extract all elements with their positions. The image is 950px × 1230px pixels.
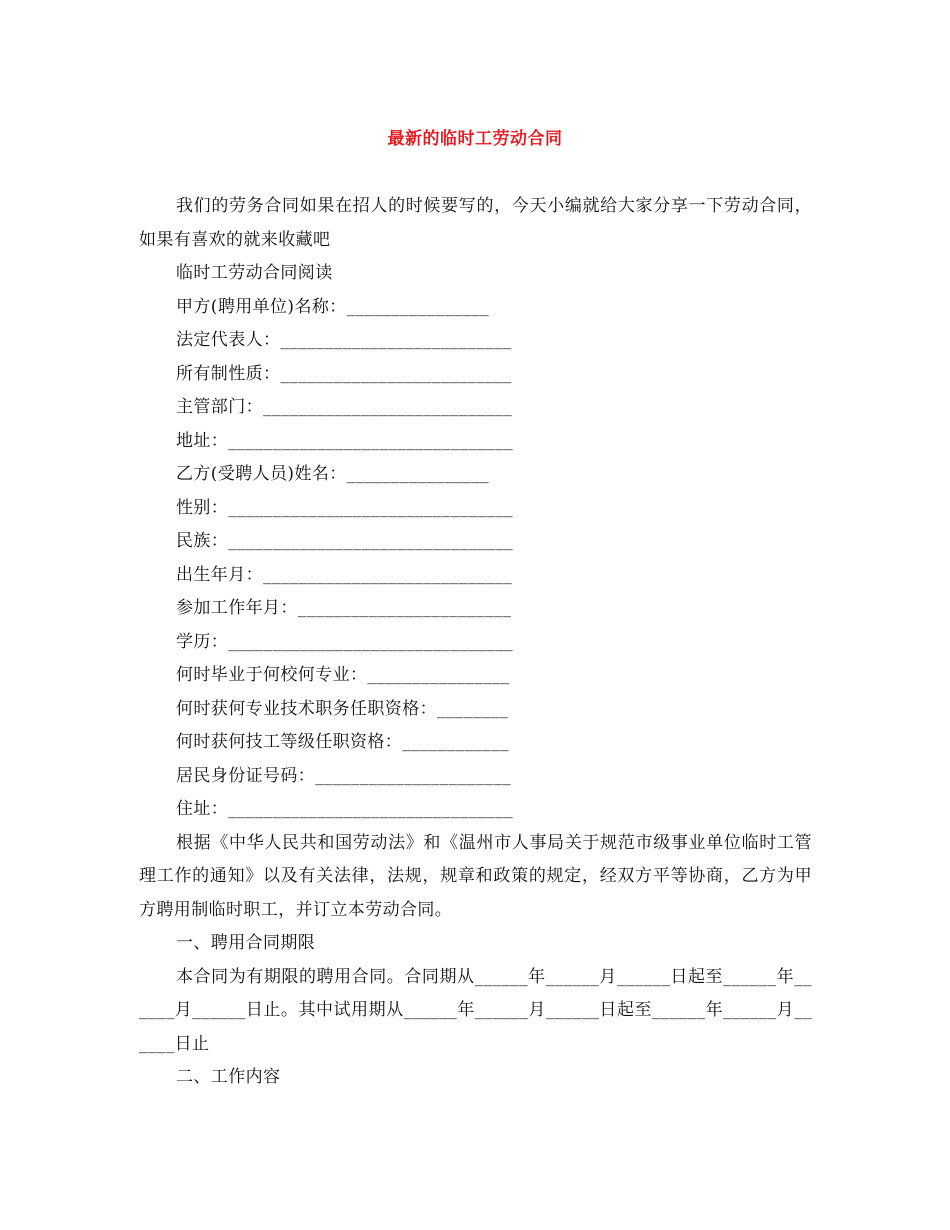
section-2-heading: 二、工作内容 xyxy=(176,1067,281,1087)
party-a-address-field: 地址：________________________________ xyxy=(176,430,513,451)
id-number-field: 居民身份证号码：______________________ xyxy=(176,765,511,786)
birth-field: 出生年月：____________________________ xyxy=(176,564,513,585)
gender-field: 性别：________________________________ xyxy=(176,497,513,518)
section-1-paragraph: 本合同为有期限的聘用合同。合同期从______年______月______日起至______年______月______日止。其中试用期从______年______月______日起至______年______月______日止 xyxy=(139,966,812,1054)
ownership-field: 所有制性质：__________________________ xyxy=(176,363,512,384)
education-field: 学历：________________________________ xyxy=(176,631,513,652)
intro-paragraph: 我们的劳务合同如果在招人的时候要写的，今天小编就给大家分享一下劳动合同，如果有喜欢的就来收藏吧 xyxy=(139,196,812,250)
party-a-name-field: 甲方(聘用单位)名称：________________ xyxy=(176,296,490,317)
contract-subtitle: 临时工劳动合同阅读 xyxy=(176,263,333,283)
title-qualification-field: 何时获何专业技术职务任职资格：________ xyxy=(176,698,509,719)
skill-qualification-field: 何时获何技工等级任职资格：____________ xyxy=(176,732,509,752)
document-body xyxy=(139,190,812,1095)
party-b-name-field: 乙方(受聘人员)姓名：________________ xyxy=(176,464,490,484)
document-title: 最新的临时工劳动合同 xyxy=(387,129,563,149)
residence-field: 住址：________________________________ xyxy=(176,799,513,819)
department-field: 主管部门：____________________________ xyxy=(176,397,513,417)
ethnicity-field: 民族：________________________________ xyxy=(176,531,513,551)
legal-rep-field: 法定代表人：__________________________ xyxy=(176,330,512,350)
graduation-field: 何时毕业于何校何专业：________________ xyxy=(176,665,510,685)
basis-paragraph: 根据《中华人民共和国劳动法》和《温州市人事局关于规范市级事业单位临时工管理工作的通知》以及有关法律，法规，规章和政策的规定，经双方平等协商，乙方为甲方聘用制临时职工，并订立本劳动合同。 xyxy=(139,832,812,920)
work-start-field: 参加工作年月：________________________ xyxy=(176,598,512,618)
section-1-heading: 一、聘用合同期限 xyxy=(176,933,316,953)
